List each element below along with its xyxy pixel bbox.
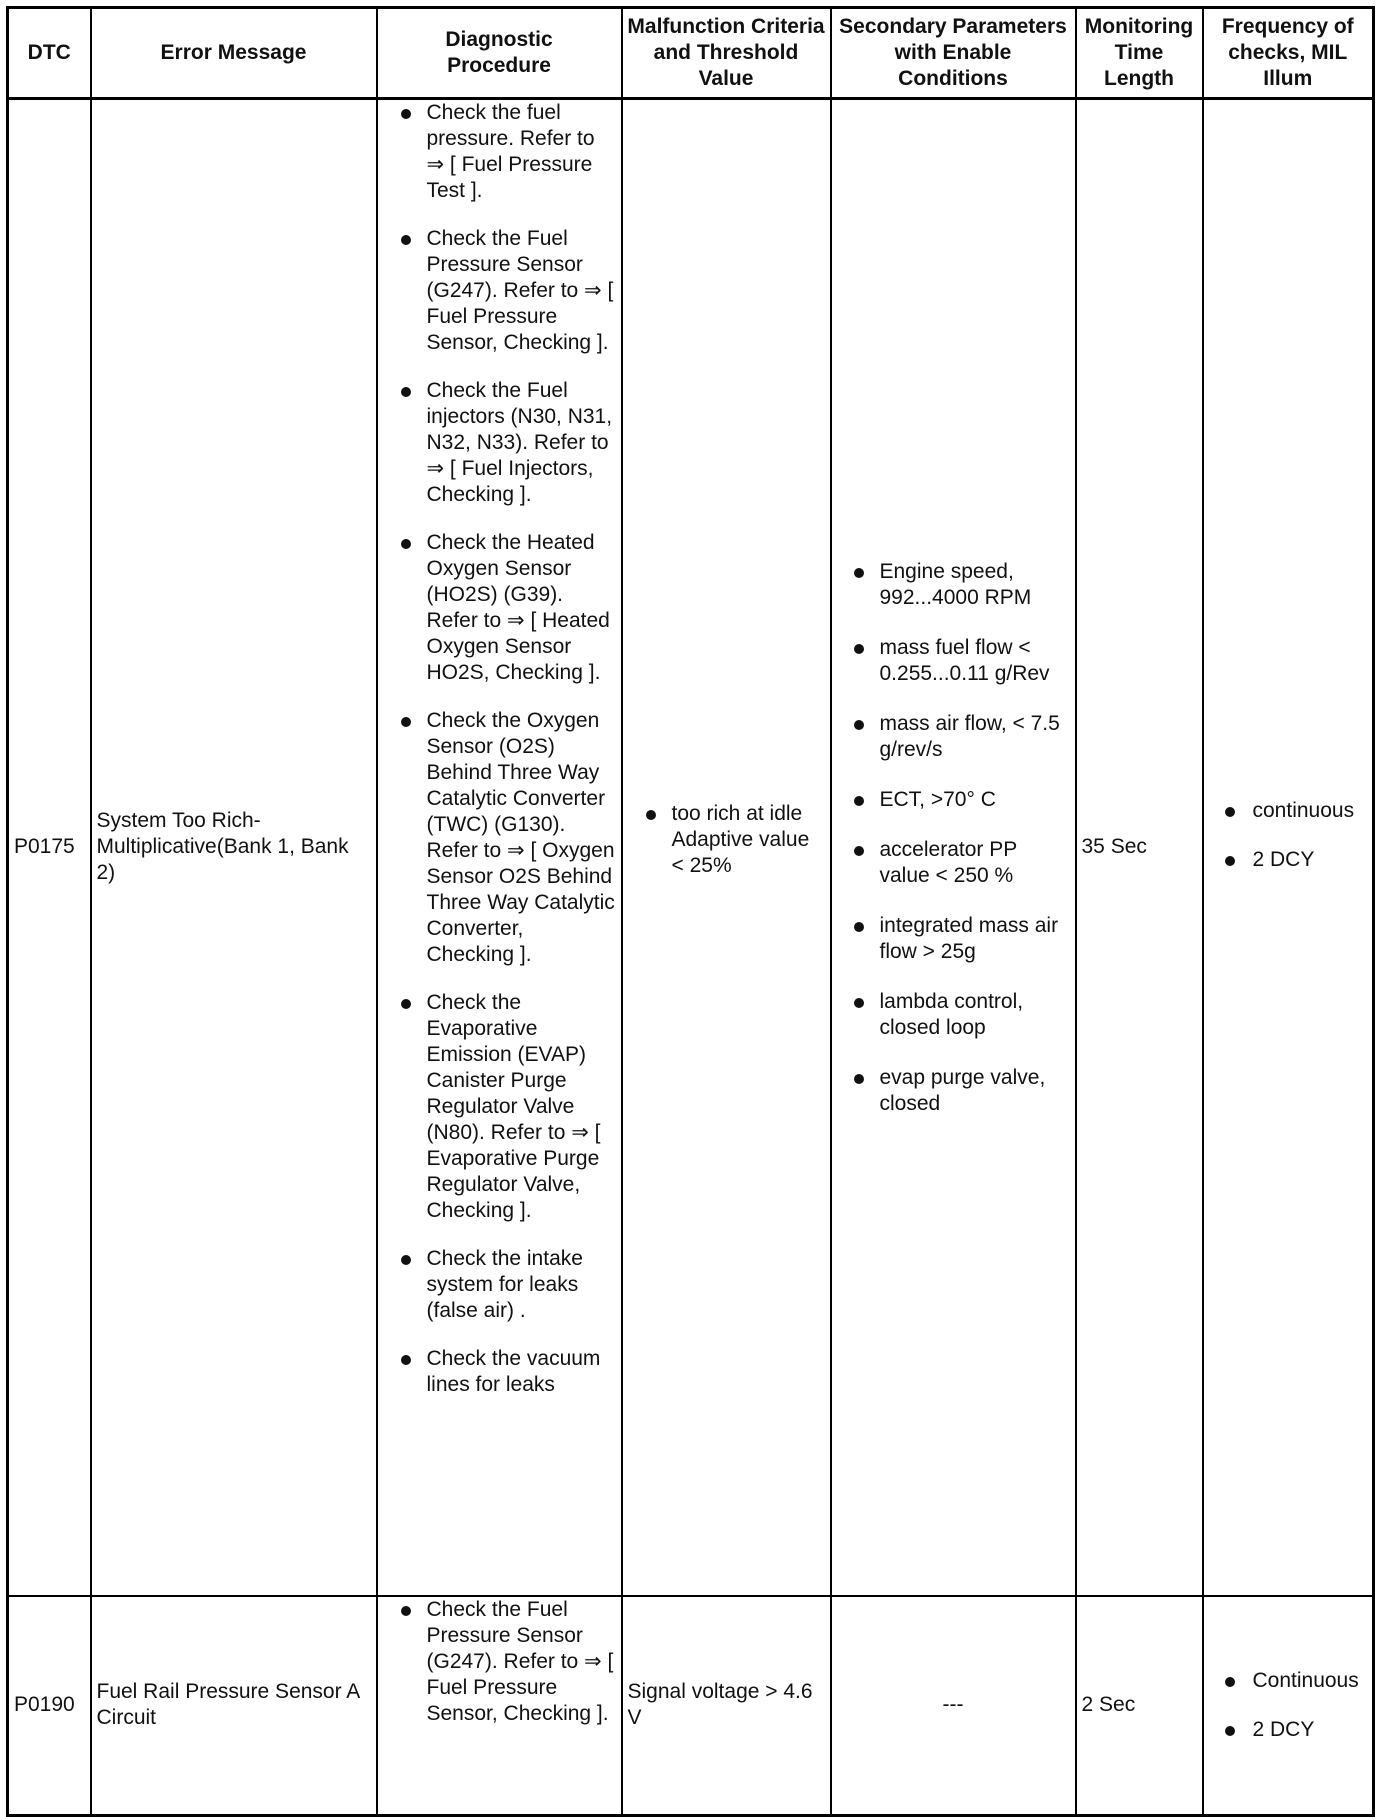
frequency-item: continuous bbox=[1209, 798, 1369, 824]
frequency-item: 2 DCY bbox=[1209, 1717, 1369, 1743]
table-row-p0175 bbox=[8, 99, 1374, 1596]
header-row bbox=[8, 8, 1374, 99]
frequency-cell bbox=[1203, 99, 1374, 1596]
procedure-step: Check the vacuum lines for leaks bbox=[383, 1346, 617, 1398]
frequency-item: Continuous bbox=[1209, 1668, 1369, 1694]
procedure-step: Check the Evaporative Emission (EVAP) Canister Purge Regulator Valve (N80). Refer to ⇒ [ Evaporative Purge Regulator Valve, Checking ]. bbox=[383, 990, 617, 1224]
secondary-parameter-item: mass air flow, < 7.5 g/rev/s bbox=[837, 711, 1071, 763]
procedure-list bbox=[383, 100, 617, 1398]
frequency-list bbox=[1209, 1668, 1369, 1743]
error-message-cell: System Too Rich-Multiplicative(Bank 1, Bank 2) bbox=[91, 99, 377, 1596]
procedure-step: Check the intake system for leaks (false air) . bbox=[383, 1246, 617, 1324]
secondary-parameter-item: Engine speed, 992...4000 RPM bbox=[837, 559, 1071, 611]
header-dtc: DTC bbox=[8, 8, 91, 99]
secondary-parameters-list bbox=[837, 559, 1071, 1117]
header-malfunction-criteria: Malfunction Criteria and Threshold Value bbox=[622, 8, 831, 99]
monitoring-time-cell: 35 Sec bbox=[1076, 99, 1203, 1596]
frequency-item: 2 DCY bbox=[1209, 847, 1369, 873]
frequency-cell bbox=[1203, 1596, 1374, 1816]
criteria-list bbox=[628, 801, 826, 879]
malfunction-criteria-cell: Signal voltage > 4.6 V bbox=[622, 1596, 831, 1816]
dtc-code-cell: P0190 bbox=[8, 1596, 91, 1816]
secondary-parameters-cell bbox=[831, 99, 1076, 1596]
secondary-parameter-item: lambda control, closed loop bbox=[837, 989, 1071, 1041]
secondary-parameters-cell: --- bbox=[831, 1596, 1076, 1816]
malfunction-criteria-cell bbox=[622, 99, 831, 1596]
header-frequency: Frequency of checks, MIL Illum bbox=[1203, 8, 1374, 99]
dtc-code-cell: P0175 bbox=[8, 99, 91, 1596]
header-secondary-parameters: Secondary Parameters with Enable Conditions bbox=[831, 8, 1076, 99]
error-message-cell: Fuel Rail Pressure Sensor A Circuit bbox=[91, 1596, 377, 1816]
monitoring-time-cell: 2 Sec bbox=[1076, 1596, 1203, 1816]
table-row-p0190 bbox=[8, 1596, 1374, 1816]
secondary-parameter-item: mass fuel flow < 0.255...0.11 g/Rev bbox=[837, 635, 1071, 687]
frequency-list bbox=[1209, 798, 1369, 873]
secondary-parameter-item: integrated mass air flow > 25g bbox=[837, 913, 1071, 965]
header-monitoring-time: Monitoring Time Length bbox=[1076, 8, 1203, 99]
diagnostic-procedure-cell bbox=[377, 99, 622, 1596]
procedure-step: Check the Heated Oxygen Sensor (HO2S) (G39). Refer to ⇒ [ Heated Oxygen Sensor HO2S, Checking ]. bbox=[383, 530, 617, 686]
header-diagnostic-procedure: Diagnostic Procedure bbox=[377, 8, 622, 99]
header-error-message: Error Message bbox=[91, 8, 377, 99]
diagnostic-procedure-cell bbox=[377, 1596, 622, 1816]
secondary-parameter-item: evap purge valve, closed bbox=[837, 1065, 1071, 1117]
procedure-step: Check the fuel pressure. Refer to ⇒ [ Fuel Pressure Test ]. bbox=[383, 100, 617, 204]
procedure-step: Check the Fuel Pressure Sensor (G247). Refer to ⇒ [ Fuel Pressure Sensor, Checking ]. bbox=[383, 1597, 617, 1727]
secondary-parameter-item: ECT, >70° C bbox=[837, 787, 1071, 813]
procedure-step: Check the Oxygen Sensor (O2S) Behind Three Way Catalytic Converter (TWC) (G130). Refer to ⇒ [ Oxygen Sensor O2S Behind Three Way Catalytic Converter, Checking ]. bbox=[383, 708, 617, 968]
criteria-item: too rich at idle Adaptive value < 25% bbox=[628, 801, 826, 879]
dtc-table bbox=[6, 6, 1375, 1817]
procedure-step: Check the Fuel Pressure Sensor (G247). Refer to ⇒ [ Fuel Pressure Sensor, Checking ]. bbox=[383, 226, 617, 356]
procedure-step: Check the Fuel injectors (N30, N31, N32, N33). Refer to ⇒ [ Fuel Injectors, Checking ]. bbox=[383, 378, 617, 508]
procedure-list bbox=[383, 1597, 617, 1727]
secondary-parameter-item: accelerator PP value < 250 % bbox=[837, 837, 1071, 889]
